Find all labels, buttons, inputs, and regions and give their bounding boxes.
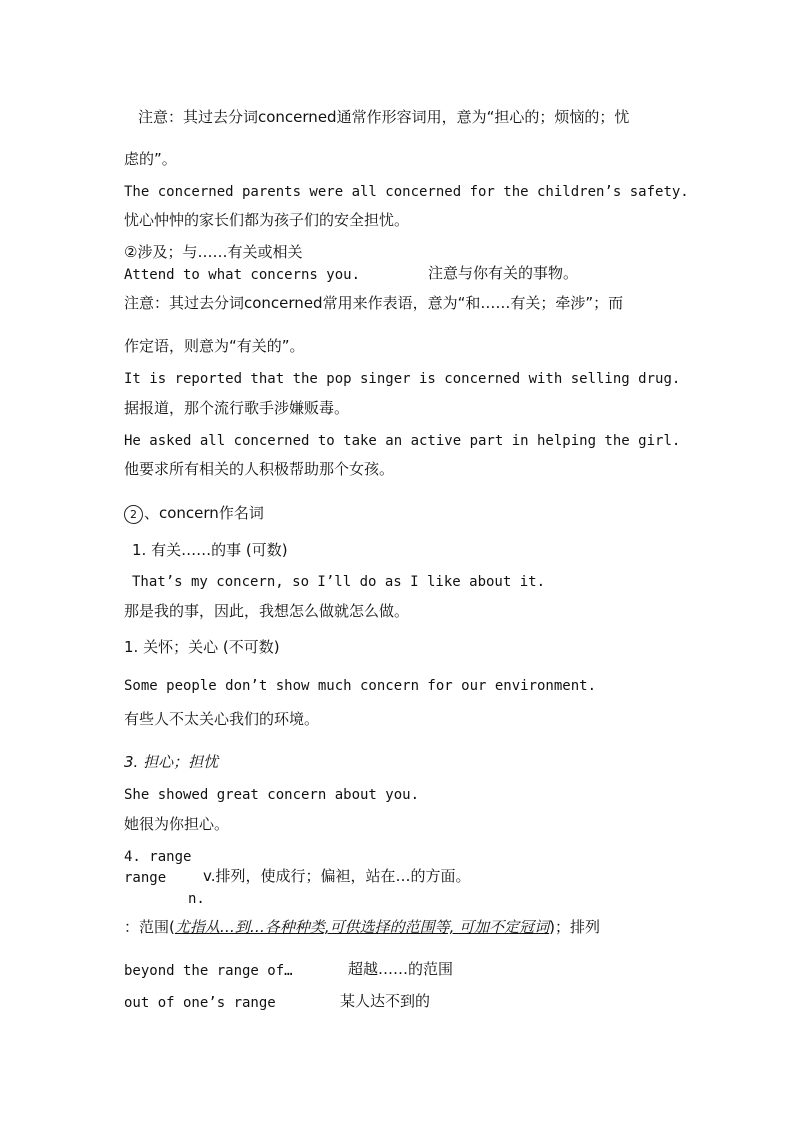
note-concerned-adjective-line2: 虑的”。	[124, 150, 177, 168]
example-sentence-en: Some people don’t show much concern for our environment.	[124, 678, 597, 694]
example-sentence-en: It is reported that the pop singer is concerned with selling drug.	[124, 371, 681, 387]
sense-2-heading	[124, 245, 302, 260]
phrase-en: beyond the range of…	[124, 963, 293, 979]
example-sentence-cn: 她很为你担心。	[124, 815, 230, 833]
range-noun-note: 尤指从…到…各种种类,可供选择的范围等, 可加不定冠词	[174, 918, 550, 936]
note-concerned-predicative-line2: 作定语，则意为“有关的”。	[124, 337, 305, 355]
range-heading: 4. range	[124, 849, 192, 865]
circled-number-marker: 2	[124, 505, 143, 524]
example-sentence-cn: 有些人不太关心我们的环境。	[124, 710, 320, 728]
example-sentence-en: That’s my concern, so I’ll do as I like about it.	[132, 574, 546, 590]
note-concerned-predicative-line1: 注意：其过去分词concerned常用来作表语，意为“和……有关；牵涉”；而	[124, 294, 624, 312]
sense-2-marker: ②	[124, 243, 138, 261]
noun-sense-2-title: 1. 关怀；关心 (不可数)	[124, 638, 280, 656]
example-sentence-cn: 那是我的事，因此，我想怎么做就怎么做。	[124, 602, 410, 620]
sense-2-text: 涉及；与……有关或相关	[137, 243, 303, 261]
note-concerned-adjective-line1: 注意：其过去分词concerned通常作形容词用，意为“担心的；烦恼的；忧	[138, 108, 630, 126]
range-noun-prefix: ：范围(	[124, 918, 175, 936]
range-verb-definition: v.排列，使成行；偏袒，站在…的方面。	[203, 867, 471, 885]
range-word: range	[124, 870, 167, 886]
phrase-cn: 超越……的范围	[348, 960, 454, 978]
range-noun-suffix: )；排列	[549, 918, 601, 936]
noun-sense-1-title: 1. 有关……的事 (可数)	[132, 541, 288, 559]
range-noun-pos: n.	[188, 891, 205, 907]
example-sentence-cn: 注意与你有关的事物。	[428, 264, 579, 282]
noun-sense-3-title: 3. 担心；担忧	[124, 753, 219, 771]
example-sentence-en: He asked all concerned to take an active part in helping the girl.	[124, 433, 681, 449]
example-sentence-en: Attend to what concerns you.	[124, 267, 361, 283]
example-sentence-cn: 忧心忡忡的家长们都为孩子们的安全担忧。	[124, 211, 410, 229]
phrase-cn: 某人达不到的	[340, 992, 431, 1010]
range-noun-definition	[124, 920, 600, 935]
example-sentence-en: She showed great concern about you.	[124, 787, 420, 803]
example-sentence-en: The concerned parents were all concerned for the children’s safety.	[124, 184, 689, 200]
noun-section-heading-text: 、concern作名词	[144, 504, 264, 522]
phrase-en: out of one’s range	[124, 995, 276, 1011]
example-sentence-cn: 据报道，那个流行歌手涉嫌贩毒。	[124, 399, 350, 417]
noun-section-heading	[124, 505, 264, 524]
example-sentence-cn: 他要求所有相关的人积极帮助那个女孩。	[124, 460, 395, 478]
